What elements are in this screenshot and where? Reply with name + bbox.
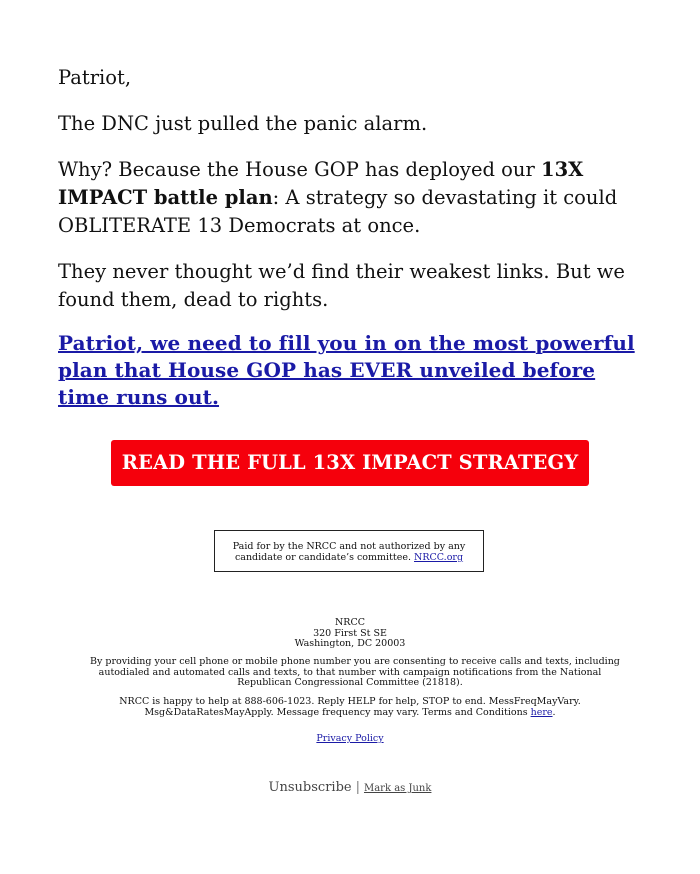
footer-help	[90, 697, 610, 718]
battle-plan-bold: 13X IMPACT battle plan	[58, 158, 584, 209]
unsubscribe-row	[0, 781, 700, 796]
greeting: Patriot,	[58, 66, 132, 89]
read-strategy-button[interactable]: READ THE FULL 13X IMPACT STRATEGY	[111, 440, 589, 486]
footer-city: Washington, DC 20003	[294, 638, 406, 649]
email-body	[58, 64, 648, 411]
footer-privacy	[90, 734, 610, 745]
help-period: .	[552, 706, 556, 718]
help-line-2: Msg&DataRatesMayApply. Message frequency may vary. Terms and Conditions	[144, 706, 531, 718]
disclaimer-line-1: Paid for by the NRCC and not authorized by any	[232, 541, 466, 552]
footer-consent	[90, 656, 620, 689]
paid-for-disclaimer	[214, 530, 484, 572]
terms-here-link[interactable]: here	[530, 706, 553, 718]
paragraph-battle-plan-tail: : A strategy so devastating it could OBLITERATE 13 Democrats at once.	[58, 186, 618, 237]
footer-street: 320 First St SE	[313, 627, 387, 639]
nrcc-org-link[interactable]: NRCC.org	[414, 552, 464, 563]
disclaimer-line-2: candidate or candidate’s committee.	[234, 552, 411, 563]
cta-text-link[interactable]: Patriot, we need to fill you in on the most powerful plan that House GOP has EVER unveiled before time runs out.	[58, 331, 635, 409]
paragraph-battle-plan	[58, 156, 648, 240]
consent-line-3: Republican Congressional Committee (21818).	[237, 677, 463, 688]
mark-as-junk-link[interactable]: Mark as Junk	[363, 783, 432, 794]
privacy-policy-link[interactable]: Privacy Policy	[316, 733, 384, 744]
footer-org: NRCC	[334, 617, 365, 628]
consent-line-2: autodialed and automated calls and texts, to that number with campaign notifications from the National	[98, 666, 602, 678]
consent-line-1: By providing your cell phone or mobile phone number you are consenting to receive calls and texts, including	[90, 656, 620, 667]
paragraph-battle-plan-lead: Why? Because the House GOP has deployed our	[58, 158, 541, 181]
unsubscribe-link[interactable]: Unsubscribe	[268, 780, 352, 795]
paragraph-weakest-links: They never thought we’d find their weakest links. But we found them, dead to rights.	[58, 260, 625, 311]
paragraph-panic-alarm: The DNC just pulled the panic alarm.	[58, 112, 428, 135]
help-line-1: NRCC is happy to help at 888-606-1023. Reply HELP for help, STOP to end. MessFreqMayVary.	[119, 696, 581, 707]
footer-address	[90, 618, 610, 650]
unsubscribe-separator: |	[355, 780, 360, 795]
